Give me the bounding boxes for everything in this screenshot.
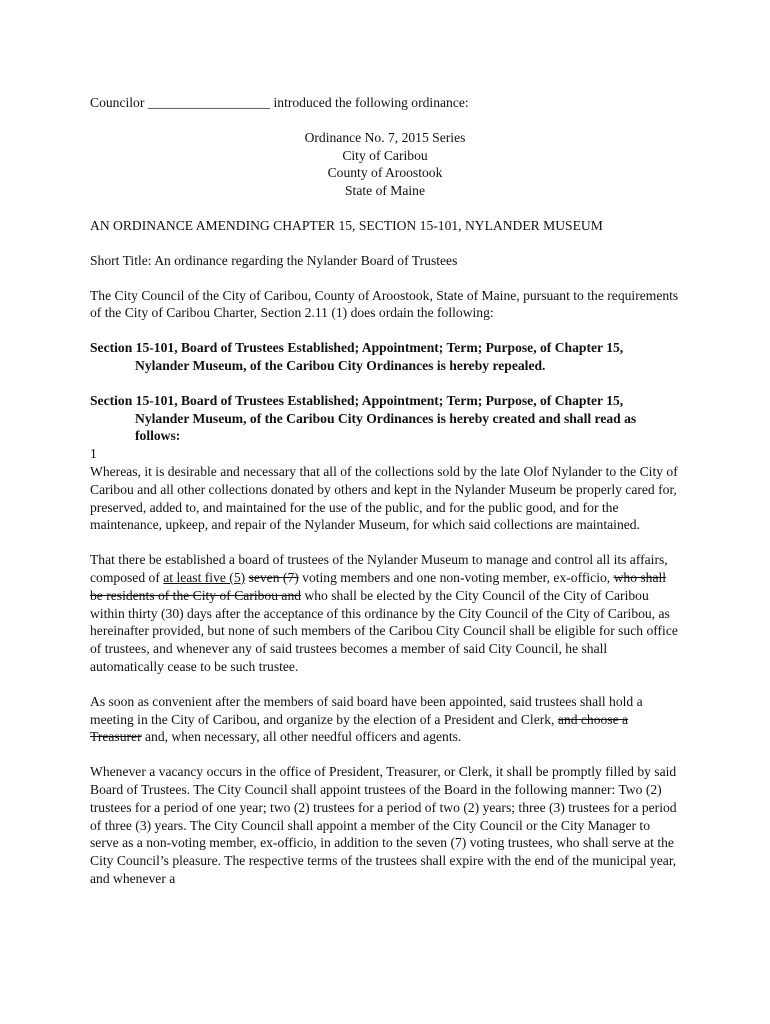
- meeting-paragraph: [90, 693, 680, 746]
- meeting-text-1: As soon as convenient after the members of said board have been appointed, said trustees shall hold a meeting in the City of Caribou, and organize by the election of a President and Clerk,: [90, 693, 643, 727]
- item-number: 1: [90, 446, 97, 462]
- deleted-text: who shall be residents of the City of Caribou and: [90, 569, 667, 603]
- section-repealed: Section 15-101, Board of Trustees Established; Appointment; Term; Purpose, of Chapter 15, Nylander Museum, of the Caribou City Ordinances is hereby repealed.: [90, 340, 624, 373]
- deleted-text: seven (7): [248, 569, 299, 585]
- deleted-text: and choose a Treasurer: [90, 711, 629, 745]
- board-text-1: That there be established a board of trustees of the Nylander Museum to manage and control all its affairs, composed of: [90, 552, 668, 585]
- board-paragraph: [90, 551, 680, 676]
- section-created: Section 15-101, Board of Trustees Established; Appointment; Term; Purpose, of Chapter 15, Nylander Museum, of the Caribou City Ordinances is hereby created and shall read as follows:: [90, 392, 637, 444]
- inserted-text: at least five (5): [163, 569, 246, 585]
- heading-state: State of Maine: [344, 183, 426, 199]
- heading-city: City of Caribou: [342, 147, 428, 163]
- document-page: [90, 94, 680, 905]
- intro-line: Councilor __________________ introduced the following ordinance:: [90, 95, 469, 110]
- ordinance-heading: [90, 129, 680, 200]
- heading-county: County of Aroostook: [327, 165, 443, 181]
- whereas-paragraph: Whereas, it is desirable and necessary that all of the collections sold by the late Olof Nylander to the City of Caribou and all other collections donated by others and kept in the Nylander Museum be properly cared for, preserved, added to, and maintained for the use of the public, and for the public good, and for the maintenance, upkeep, and repair of the Nylander Museum, for which said collections are maintained.: [90, 463, 678, 533]
- ordinance-title: AN ORDINANCE AMENDING CHAPTER 15, SECTION 15-101, NYLANDER MUSEUM: [90, 217, 603, 233]
- short-title: Short Title: An ordinance regarding the Nylander Board of Trustees: [90, 252, 458, 268]
- preamble: The City Council of the City of Caribou, County of Aroostook, State of Maine, pursuant to the requirements of the City of Caribou Charter, Section 2.11 (1) does ordain the following:: [90, 287, 679, 321]
- meeting-text-2: and, when necessary, all other needful officers and agents.: [141, 729, 462, 745]
- board-text-3: who shall be elected by the City Council of the City of Caribou within thirty (30) days after the acceptance of this ordinance by the City Council of the City of Caribou, as hereinafter provided, but none of such members of the Caribou City Council shall be eligible for such office of trustees, and whenever any of said trustees becomes a member of said City Council, he shall automatically cease to be such trustee.: [90, 587, 678, 674]
- vacancy-paragraph: Whenever a vacancy occurs in the office of President, Treasurer, or Clerk, it shall be promptly filled by said Board of Trustees. The City Council shall appoint trustees of the Board in the following manner: Two (2) trustees for a period of one year; two (2) trustees for a period of two (2) years; three (3) trustees for a period of three (3) years. The City Council shall appoint a member of the City Council or the City Manager to serve as a non-voting member, ex-officio, in addition to the seven (7) voting trustees, who shall serve at the City Council’s pleasure. The respective terms of the trustees shall expire with the end of the municipal year, and whenever a: [90, 764, 677, 886]
- ordinance-number: Ordinance No. 7, 2015 Series: [304, 129, 466, 145]
- board-text-2: voting members and one non-voting member, ex-officio,: [298, 569, 614, 585]
